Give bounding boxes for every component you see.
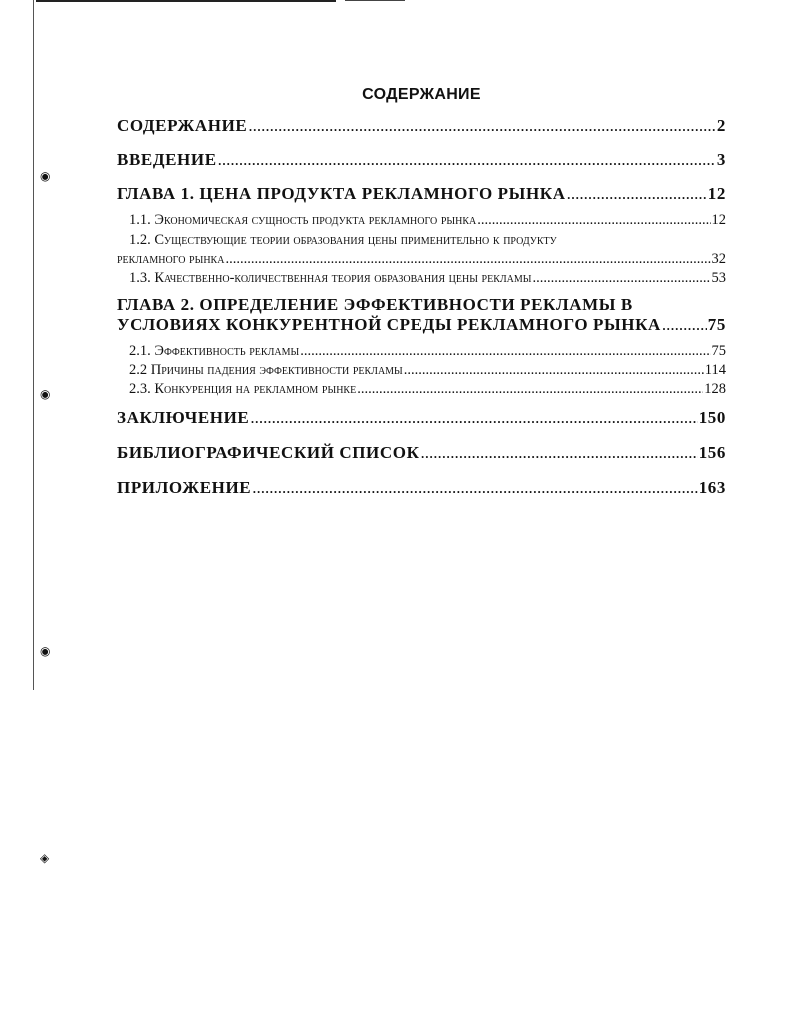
toc-entry-section-1-1[interactable] bbox=[117, 212, 726, 229]
toc-entry-chapter-2[interactable] bbox=[117, 315, 726, 335]
toc-entry-conclusion[interactable] bbox=[117, 408, 726, 428]
toc-entry-chapter-1[interactable] bbox=[117, 184, 726, 204]
toc-entry-page: 128 bbox=[704, 381, 726, 397]
toc-entry-page: 150 bbox=[698, 408, 726, 427]
toc-entry-content[interactable] bbox=[117, 116, 726, 136]
scan-edge-top-fragment bbox=[345, 0, 405, 1]
toc-entry-label: ВВЕДЕНИЕ bbox=[117, 150, 217, 169]
toc-entry-label: УСЛОВИЯХ КОНКУРЕНТНОЙ СРЕДЫ РЕКЛАМНОГО РЫНКА bbox=[117, 315, 661, 334]
toc-entry-label: 1.3. Качественно-количественная теория образования цены рекламы bbox=[129, 270, 532, 286]
toc-entry-label: СОДЕРЖАНИЕ bbox=[117, 116, 248, 135]
dot-leader bbox=[300, 343, 710, 360]
toc-entry-label: ЗАКЛЮЧЕНИЕ bbox=[117, 408, 250, 427]
toc-entry-section-1-2[interactable] bbox=[117, 251, 726, 268]
toc-entry-page: 32 bbox=[711, 251, 726, 267]
toc-entry-label: 2.1. Эффективность рекламы bbox=[129, 343, 300, 359]
toc-entry-chapter-2-line1[interactable]: ГЛАВА 2. ОПРЕДЕЛЕНИЕ ЭФФЕКТИВНОСТИ РЕКЛАМЫ В bbox=[117, 295, 633, 314]
dot-leader bbox=[357, 381, 703, 398]
toc-entry-section-2-2[interactable] bbox=[117, 362, 726, 379]
toc-entry-bibliography[interactable] bbox=[117, 443, 726, 463]
toc-entry-section-1-3[interactable] bbox=[117, 270, 726, 287]
toc-entry-label: 1.1. Экономическая сущность продукта рекламного рынка bbox=[129, 212, 477, 228]
page-title: СОДЕРЖАНИЕ bbox=[362, 86, 481, 103]
toc-entry-page: 3 bbox=[716, 150, 726, 169]
dot-leader bbox=[252, 478, 697, 498]
punch-hole-icon: ◉ bbox=[40, 644, 51, 658]
dot-leader bbox=[567, 184, 707, 204]
dot-leader bbox=[225, 251, 710, 268]
dot-leader bbox=[250, 408, 697, 428]
toc-entry-page: 163 bbox=[698, 478, 726, 497]
toc-entry-introduction[interactable] bbox=[117, 150, 726, 170]
toc-entry-page: 75 bbox=[711, 343, 726, 359]
toc-entry-section-1-2-line1[interactable]: 1.2. Существующие теории образования цены применительно к продукту bbox=[129, 232, 557, 248]
toc-entry-label: БИБЛИОГРАФИЧЕСКИЙ СПИСОК bbox=[117, 443, 420, 462]
dot-leader bbox=[533, 270, 711, 287]
punch-hole-icon: ◉ bbox=[40, 169, 51, 183]
toc-entry-page: 114 bbox=[704, 362, 726, 378]
punch-hole-icon: ◈ bbox=[40, 851, 50, 865]
toc-entry-page: 2 bbox=[716, 116, 726, 135]
dot-leader bbox=[404, 362, 704, 379]
toc-entry-section-2-3[interactable] bbox=[117, 381, 726, 398]
punch-hole-icon: ◉ bbox=[40, 387, 51, 401]
toc-entry-page: 75 bbox=[707, 315, 726, 334]
toc-entry-label: ГЛАВА 1. ЦЕНА ПРОДУКТА РЕКЛАМНОГО РЫНКА bbox=[117, 184, 566, 203]
toc-entry-page: 53 bbox=[711, 270, 726, 286]
toc-entry-section-2-1[interactable] bbox=[117, 343, 726, 360]
toc-entry-label: 2.3. Конкуренция на рекламном рынке bbox=[129, 381, 357, 397]
dot-leader bbox=[662, 315, 707, 335]
toc-entry-page: 12 bbox=[707, 184, 726, 203]
dot-leader bbox=[421, 443, 698, 463]
scan-edge-top bbox=[36, 0, 336, 2]
toc-entry-label: 2.2 Причины падения эффективности рекламы bbox=[129, 362, 403, 378]
dot-leader bbox=[477, 212, 710, 229]
dot-leader bbox=[218, 150, 716, 170]
toc-entry-label: ПРИЛОЖЕНИЕ bbox=[117, 478, 252, 497]
table-of-contents bbox=[117, 112, 726, 498]
toc-entry-page: 156 bbox=[698, 443, 726, 462]
toc-entry-appendix[interactable] bbox=[117, 478, 726, 498]
dot-leader bbox=[248, 116, 716, 136]
toc-entry-page: 12 bbox=[711, 212, 726, 228]
toc-entry-label: рекламного рынка bbox=[117, 251, 225, 267]
